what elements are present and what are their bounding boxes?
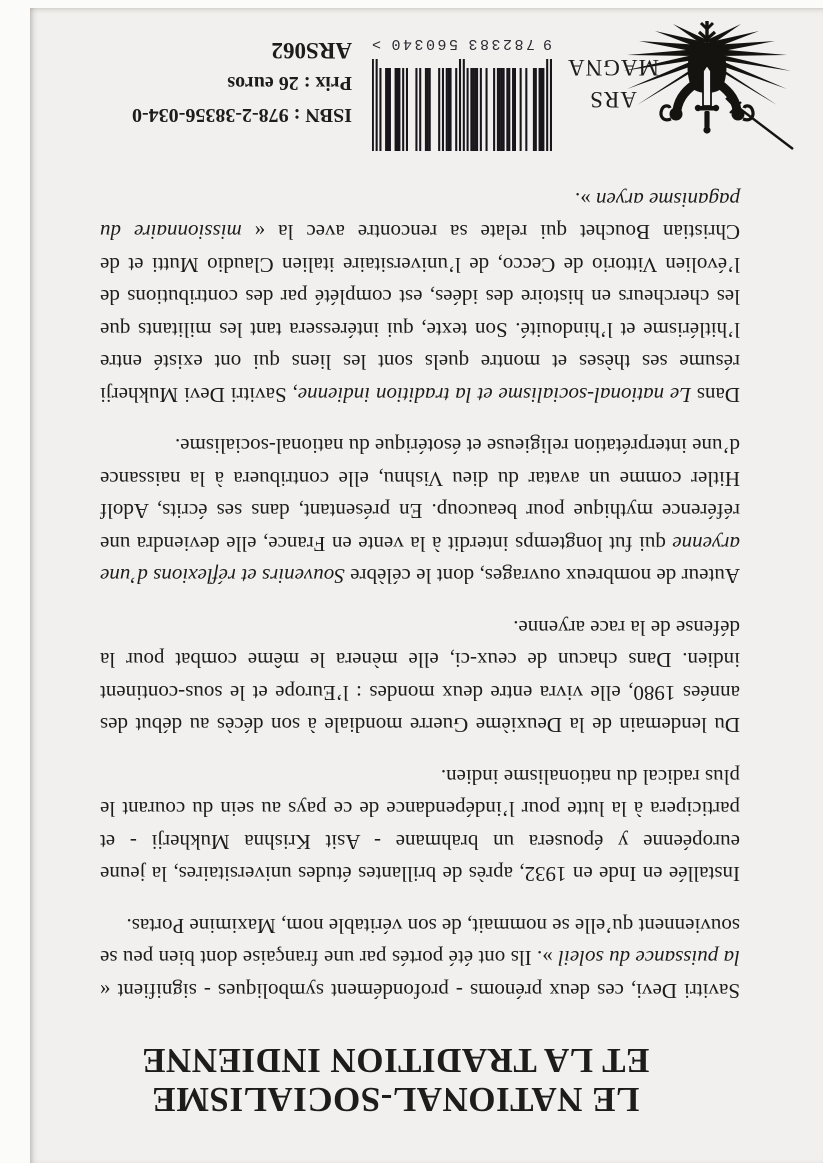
paragraph: Installée en Inde en 1932, après de brillantes études universitaires, la jeune européenne y épousera un brahmane - Asit Krishna Mukherji - et participera à la lutte pour l’indépendance de ce pays au sein du courant le plus radical du nationalisme indien.	[100, 765, 740, 887]
price-text: Prix : 26 euros	[227, 72, 352, 94]
paragraph: Savitri Devi, ces deux prénoms - profondément symboliques - signifient « la puissance du soleil ». Ils ont été portés par une française dont bien peu se souviennent qu’elle se nommait, de son véritable nom, Maximine Portas.	[100, 914, 740, 1003]
barcode-bars	[372, 59, 552, 151]
footer-row	[30, 8, 823, 158]
publisher-logo	[567, 10, 797, 155]
reference-code: ARS062	[271, 38, 352, 63]
barcode-digits	[372, 35, 552, 52]
book-title-line1: LE NATIONAL-SOCIALISME	[151, 1080, 640, 1119]
book-title-line2: ET LA TRADITION INDIENNE	[141, 1041, 650, 1080]
book-back-cover	[30, 8, 823, 1163]
barcode-digit-group2: 560340	[389, 35, 459, 52]
publisher-name	[561, 51, 665, 115]
paragraph: Auteur de nombreux ouvrages, dont le célèbre Souvenirs et réflexions d’une aryenne qui fut longtemps interdit à la vente en France, elle deviendra une référence mythique pour beaucoup. En présentant, dans ses écrits, Adolf Hitler comme un avatar du dieu Vishnu, elle contribuera à la naissance d’une interprétation religieuse et ésotérique du national-socialisme.	[100, 434, 740, 589]
barcode-digit-lead: 9	[542, 35, 552, 52]
paragraph: Du lendemain de la Deuxième Guerre mondiale à son décès au début des années 1980, elle vivra entre deux mondes : l’Europe et le sous-continent indien. Dans chacun de ceux-ci, elle mènera le même combat pour la défense de la race aryenne.	[100, 616, 740, 738]
publisher-name-line1: ARS	[589, 87, 637, 112]
book-title	[30, 1041, 761, 1119]
isbn-text: ISBN : 978-2-38356-034-0	[132, 104, 352, 126]
isbn-barcode	[372, 35, 552, 151]
barcode-digit-group1: 782383	[466, 35, 536, 52]
back-cover-text	[100, 165, 740, 1008]
imprint-block	[132, 33, 352, 131]
paragraph: Dans Le national-socialisme et la tradition indienne, Savitri Devi Mukherji résume ses thèses et montre quels sont les liens qui ont existé entre l’hitlérisme et l’hindouité. Son texte, qui intéressera tant les militants que les chercheurs en histoire des idées, est complété par des contributions de l’évolien Vittorio de Cecco, de l’universitaire italien Claudio Mutti et de Christian Bouchet qui relate sa rencontre avec la « missionnaire du paganisme aryen ».	[100, 188, 740, 407]
barcode-trailer: >	[372, 35, 382, 52]
publisher-name-line2: MAGNA	[567, 55, 659, 80]
